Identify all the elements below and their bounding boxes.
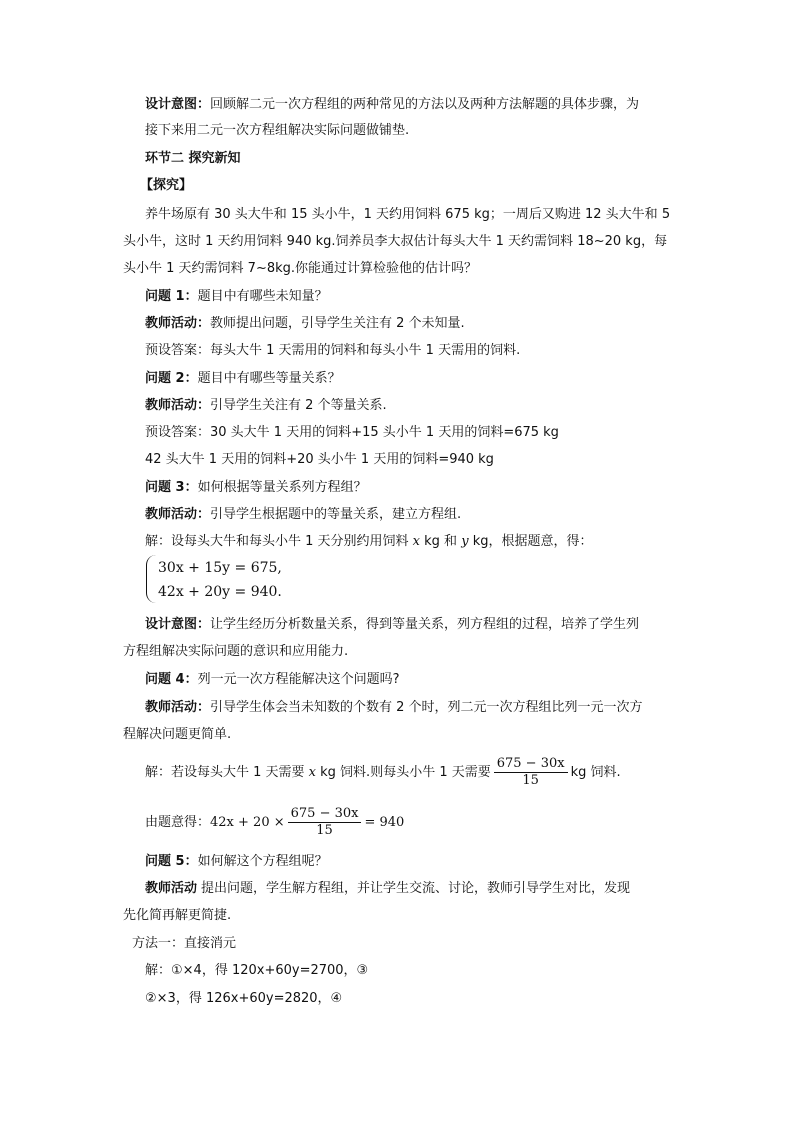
- teacher-activity-label: 教师活动：: [145, 700, 211, 715]
- section-title: 环节二 探究新知: [145, 151, 241, 166]
- teacher-activity-text: 引导学生根据题中的等量关系，建立方程组.: [210, 507, 462, 522]
- preset-answer-1: 预设答案：每头大牛 1 天需用的饲料和每头小牛 1 天需用的饲料.: [145, 343, 521, 358]
- solution-3: [145, 533, 675, 551]
- design-intent-1-line2: 接下来用二元一次方程组解决实际问题做铺垫.: [145, 123, 410, 138]
- question-5-label: 问题 5：: [145, 854, 198, 869]
- fraction-numerator: 675 − 30x: [494, 756, 568, 773]
- method-1: 方法一：直接消元: [132, 936, 237, 951]
- var-y: y: [461, 534, 469, 549]
- fraction-numerator: 675 − 30x: [288, 806, 362, 823]
- question-5: [145, 853, 675, 871]
- equation-4-left: 42x + 20 ×: [210, 815, 285, 830]
- problem-line1: 养牛场原有 30 头大牛和 15 头小牛，1 天约用饲料 675 kg；一周后又购进 12 头大牛和 5: [145, 207, 671, 222]
- question-1: [145, 288, 675, 306]
- teacher-activity-label: 教师活动：: [145, 398, 211, 413]
- equation-4-pre: 由题意得：: [145, 815, 211, 830]
- question-4-label: 问题 4：: [145, 672, 198, 687]
- teacher-activity-text: 教师提出问题，引导学生关注有 2 个未知量.: [210, 316, 465, 331]
- solution-4-post: kg 饲料.: [570, 765, 621, 780]
- step-2: ②×3，得 126x+60y=2820，④: [145, 991, 343, 1006]
- teacher-activity-5-line2: 先化简再解更简捷.: [123, 908, 232, 923]
- question-3: [145, 479, 675, 497]
- solution-4-mid: kg 饲料.则每头小牛 1 天需要: [316, 765, 491, 780]
- teacher-activity-5-line1: [145, 880, 675, 898]
- teacher-activity-label: 教师活动：: [145, 316, 211, 331]
- question-2-label: 问题 2：: [145, 371, 198, 386]
- preset-answer-2-line2: 42 头大牛 1 天用的饲料+20 头小牛 1 天用的饲料=940 kg: [145, 452, 494, 467]
- question-5-text: 如何解这个方程组呢？: [197, 854, 328, 869]
- design-intent-text: 回顾解二元一次方程组的两种常见的方法以及两种方法解题的具体步骤，为: [210, 97, 640, 112]
- teacher-activity-1: [145, 315, 675, 333]
- step-1: 解：①×4，得 120x+60y=2700，③: [145, 963, 369, 978]
- fraction: [288, 806, 362, 839]
- design-intent-label: 设计意图：: [145, 97, 211, 112]
- var-x: x: [412, 534, 421, 549]
- design-intent-2-line2: 方程组解决实际问题的意识和应用能力.: [123, 644, 349, 659]
- question-2: [145, 370, 675, 388]
- teacher-activity-label: 教师活动: [145, 881, 198, 896]
- teacher-activity-text: 引导学生关注有 2 个等量关系.: [210, 398, 387, 413]
- problem-line2: 头小牛，这时 1 天约用饲料 940 kg.饲养员李大叔估计每头大牛 1 天约需饲料 18~20 kg，每: [123, 234, 668, 249]
- var-x: x: [308, 765, 317, 780]
- question-3-label: 问题 3：: [145, 480, 198, 495]
- teacher-activity-text: 引导学生体会当未知数的个数有 2 个时，列二元一次方程组比列一元一次方: [210, 700, 643, 715]
- explore-heading: 【探究】: [140, 178, 193, 193]
- problem-line3: 头小牛 1 天约需饲料 7~8kg.你能通过计算检验他的估计吗？: [123, 261, 478, 276]
- design-intent-2-line1: [145, 616, 675, 634]
- system-brace: [146, 555, 157, 603]
- solution-3-pre: 解：设每头大牛和每头小牛 1 天分别约用饲料: [145, 534, 413, 549]
- question-4-text: 列一元一次方程能解决这个问题吗?: [197, 672, 400, 687]
- teacher-activity-4-line1: [145, 699, 675, 717]
- fraction-denominator: 15: [316, 823, 333, 838]
- equation-4-right: = 940: [364, 815, 405, 830]
- preset-answer-2-line1: 预设答案：30 头大牛 1 天用的饲料+15 头小牛 1 天用的饲料=675 kg: [145, 425, 559, 440]
- solution-4-pre: 解：若设每头大牛 1 天需要: [145, 765, 309, 780]
- design-intent-1-line1: [145, 96, 675, 114]
- design-intent-text: 让学生经历分析数量关系，得到等量关系，列方程组的过程，培养了学生列: [210, 617, 640, 632]
- system-eq2: 42x + 20y = 940.: [158, 584, 282, 600]
- solution-3-mid: kg 和: [420, 534, 462, 549]
- teacher-activity-2: [145, 397, 675, 415]
- question-4: [145, 671, 675, 689]
- solution-4: [145, 756, 675, 796]
- question-3-text: 如何根据等量关系列方程组？: [197, 480, 367, 495]
- system-eq1: 30x + 15y = 675,: [158, 560, 282, 576]
- teacher-activity-text: 提出问题，学生解方程组，并让学生交流、讨论，教师引导学生对比，发现: [201, 881, 631, 896]
- fraction: [494, 756, 568, 789]
- question-1-label: 问题 1：: [145, 289, 198, 304]
- question-1-text: 题目中有哪些未知量？: [197, 289, 328, 304]
- fraction-denominator: 15: [522, 773, 539, 788]
- question-2-text: 题目中有哪些等量关系？: [197, 371, 341, 386]
- teacher-activity-3: [145, 506, 675, 524]
- teacher-activity-4-line2: 程解决问题更简单.: [123, 727, 232, 742]
- design-intent-label: 设计意图：: [145, 617, 211, 632]
- teacher-activity-label: 教师活动：: [145, 507, 211, 522]
- solution-3-post: kg，根据题意，得：: [468, 534, 593, 549]
- equation-4: [145, 806, 675, 846]
